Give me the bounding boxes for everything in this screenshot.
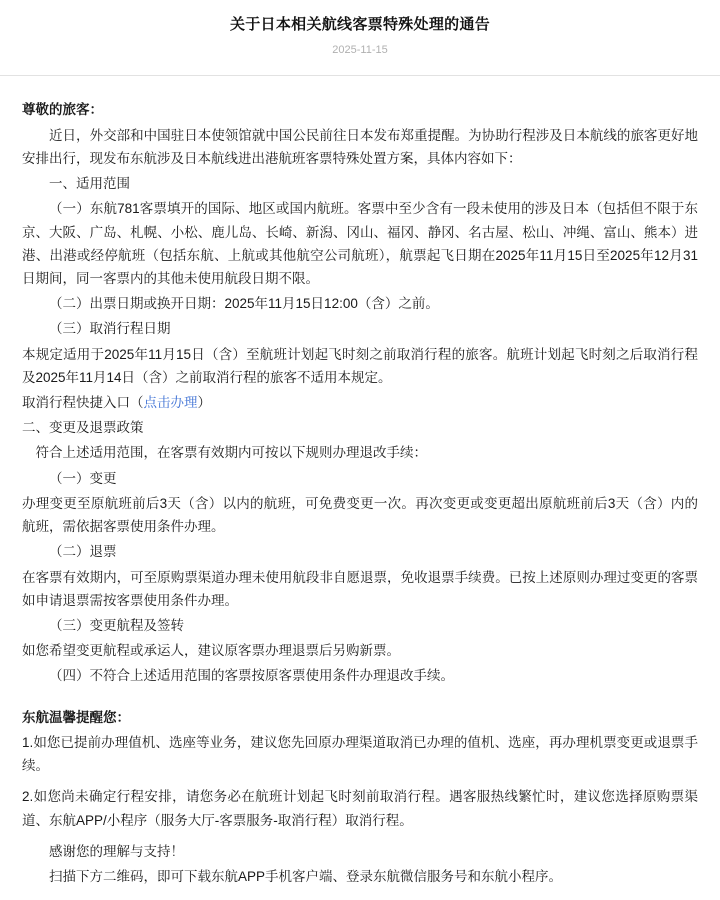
section-2-other-title: （四）不符合上述适用范围的客票按原客票使用条件办理退改手续。 [49, 668, 454, 684]
quick-entry-label: 取消行程快捷入口（ [22, 395, 144, 411]
section-2-change-text: 办理变更至原航班前后3天（含）以内的航班，可免费变更一次。再次变更或变更超出原航班前后3天（含）内的航班，需依据客票使用条件办理。 [22, 495, 698, 535]
salutation: 尊敬的旅客： [22, 102, 103, 118]
section-gap [22, 690, 698, 704]
section-2-refund-text: 在客票有效期内，可至原购票渠道办理未使用航段非自愿退票，免收退票手续费。已按上述原则办理过变更的客票如申请退票需按客票使用条件办理。 [22, 569, 698, 608]
section-2-reroute-title: （三）变更航程及签转 [49, 618, 184, 633]
document-header [0, 0, 720, 69]
section-1-scope-item-3: （三）取消行程日期 [49, 321, 171, 337]
section-1-scope-item-1: （一）东航781客票填开的国际、地区或国内航班。客票中至少含有一段未使用的涉及日本（包括但不限于东京、大阪、广岛、札幌、小松、鹿儿岛、长崎、新潟、冈山、福冈、静冈、名古屋、松山、冲绳、富山、熊本）进港、出港或经停航班（包括东航、上航或其他航空公司航班），航票起飞日期在2025年11月15日至2025年12月31日期间，同一客票内的其他未使用航段日期不限。 [22, 201, 698, 286]
intro-paragraph: 近日，外交部和中国驻日本使领馆就中国公民前往日本发布郑重提醒。为协助行程涉及日本航线的旅客更好地安排出行，现发布东航涉及日本航线进出港航班客票特殊处置方案，具体内容如下： [22, 127, 698, 166]
section-1-title: 一、适用范围 [49, 176, 130, 192]
qr-note: 扫描下方二维码，即可下载东航APP手机客户端、登录东航微信服务号和东航小程序。 [49, 868, 563, 884]
quick-entry-suffix: ） [197, 395, 211, 411]
reminder-item-1: 1.如您已提前办理值机、选座等业务，建议您先回原办理渠道取消已办理的值机、选座，再办理机票变更或退票手续。 [22, 734, 698, 774]
section-2-reroute-text: 如您希望变更航程或承运人，建议原客票办理退票后另购新票。 [22, 643, 400, 659]
document-body [0, 76, 720, 900]
section-1-scope-item-2: （二）出票日期或换开日期：2025年11月15日12:00（含）之前。 [49, 296, 439, 312]
section-2-change-title: （一）变更 [49, 470, 117, 486]
section-2-intro: 符合上述适用范围，在客票有效期内可按以下规则办理退改手续： [35, 445, 427, 461]
publish-date: 2025-11-15 [332, 43, 388, 56]
section-2-title: 二、变更及退票政策 [22, 420, 144, 436]
thanks-text: 感谢您的理解与支持！ [49, 843, 184, 859]
cancel-itinerary-link[interactable]: 点击办理 [143, 395, 198, 411]
quick-entry-line [22, 391, 698, 414]
reminder-heading: 东航温馨提醒您： [22, 709, 130, 725]
section-1-cancel-rule: 本规定适用于2025年11月15日（含）至航班计划起飞时刻之前取消行程的旅客。航班计划起飞时刻之后取消行程及2025年11月14日（含）之前取消行程的旅客不适用本规定。 [22, 346, 698, 385]
reminder-item-2: 2.如您尚未确定行程安排，请您务必在航班计划起飞时刻前取消行程。遇客服热线繁忙时，建议您选择原购票渠道、东航APP/小程序（服务大厅-客票服务-取消行程）取消行程。 [22, 789, 698, 828]
page-title: 关于日本相关航线客票特殊处理的通告 [229, 16, 491, 33]
section-2-refund-title: （二）退票 [49, 544, 117, 560]
